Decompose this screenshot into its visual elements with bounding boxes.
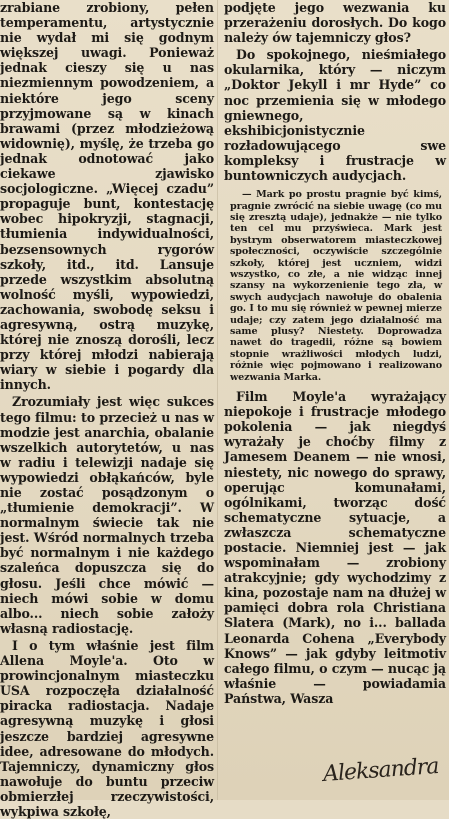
right-column — [224, 0, 446, 706]
author-signature: Aleksandra — [322, 753, 440, 788]
left-column — [0, 0, 214, 819]
right-paragraph-2: Do spokojnego, nieśmiałego okularnika, który — niczym „Doktor Jekyll i mr Hyde” co noc przemienia się w młodego gniewnego, ekshibicjonistycznie rozładowującego swe kompleksy i frustracje w buntowniczych audycjach. — [224, 47, 446, 184]
right-paragraph-3: Film Moyle'a wyrażający niepokoje i frustracje młodego pokolenia — jak niegdyś wyrażały je choćby filmy z Jamesem Deanem — nie wnosi, niestety, nic nowego do sprawy, operując komunałami, ogólnikami, tworząc dość schematyczne sytuacje, a zwłaszcza schematyczne postacie. Niemniej jest — jak wspominałam — zrobiony atrakcyjnie; gdy wychodzimy z kina, pozostaje nam na dłużej w pamięci dobra rola Christiana Slatera (Mark), no i... ballada Leonarda Cohena „Everybody Knows” — jak gdyby leitmotiv całego filmu, o czym — nucąc ją właśnie — powiadamia Państwa, Wasza — [224, 389, 446, 706]
right-paragraph-1: podjęte jego wezwania ku przerażeniu dorosłych. Do kogo należy ów tajemniczy głos? — [224, 0, 446, 46]
inset-quote — [230, 189, 442, 383]
column-gutter — [217, 0, 218, 800]
inset-quote-text: — Mark po prostu pragnie być kimś, pragnie zwrócić na siebie uwagę (co mu się zresztą udaje), jednakże — nie tylko ten cel mu przyświeca. Mark jest bystrym obserwatorem miasteczkowej społeczności, oczywiście szczególnie szkoły, której jest uczniem, widzi wszystko, co złe, a nie widząc innej szansy na wykorzenienie tego zła, w swych audycjach nawołuje do obalenia go. I to mu się również w pewnej mierze udaje; czy zatem jego działalność ma same plusy? Niestety. Doprowadza nawet do tragedii, różne są bowiem stopnie wrażliwości młodych ludzi, różnie więc pojmowano i realizowano wezwania Marka. — [230, 189, 442, 383]
left-paragraph-1: zrabiane zrobiony, pełen temperamentu, artystycznie nie wydał mi się godnym większej uwagi. Ponieważ jednak cieszy się u nas niezmiennym powodzeniem, a niektóre jego sceny przyjmowane są w kinach brawami (przez młodzieżową widownię), myślę, że trzeba go jednak odnotować jako ciekawe zjawisko socjologiczne. „Więcej czadu” propaguje bunt, kontestację wobec hipokryzji, stagnacji, tłumienia indywidualności, bezsensownych rygorów szkoły, itd., itd. Lansuje przede wszystkim absolutną wolność myśli, wypowiedzi, zachowania, swobodę seksu i agresywną, ostrą muzykę, której nie znoszą dorośli, lecz przy której młodzi nabierają wiary w siebie i pogardy dla innych. — [0, 0, 214, 393]
left-paragraph-3: I o tym właśnie jest film Allena Moyle'a. Oto w prowincjonalnym miasteczku USA rozpoczęła działalność piracka radiostacja. Nadaje agresywną muzykę i głosi jeszcze bardziej agresywne idee, adresowane do młodych. Tajemniczy, dynamiczny głos nawołuje do buntu przeciw obmierzłej rzeczywistości, wykpiwa szkołę, — [0, 637, 214, 819]
left-paragraph-2: Zrozumiały jest więc sukces tego filmu: to przecież u nas w modzie jest anarchia, obalanie wszelkich autorytetów, u nas w radiu i telewizji nadaje się wypowiedzi obłąkańców, byle nie zostać posądzonym o „tłumienie demokracji”. W normalnym świecie tak nie jest. Wśród normalnych trzeba być normalnym i nie każdego szaleńca dopuszcza się do głosu. Jeśli chce mówić — niech mówi sobie w domu albo... niech sobie założy własną radiostację. — [0, 394, 214, 636]
